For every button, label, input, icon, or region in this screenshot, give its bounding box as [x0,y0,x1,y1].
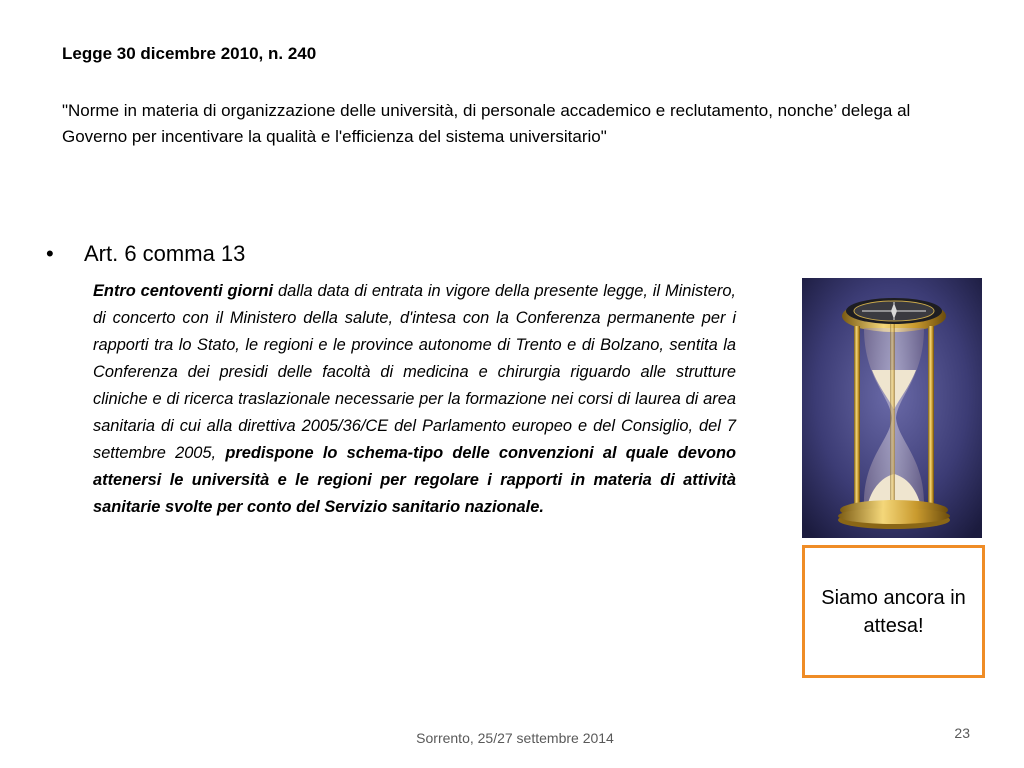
law-description: "Norme in materia di organizzazione delle università, di personale accademico e reclutamento, nonche’ delega al Governo per incentivare la qualità e l'efficienza del sistema universitario" [62,101,911,146]
note-text: Siamo ancora in attesa! [821,586,966,637]
footer-text: Sorrento, 25/27 settembre 2014 [416,730,614,746]
hourglass-icon [802,278,982,538]
article-text-middle: dalla data di entrata in vigore della presente legge, il Ministero, di concerto con il Ministero della salute, d'intesa con la Conferenza permanente per i rapporti tra lo Stato, le regioni e le province autonome di Trento e di Bolzano, sentita la Conferenza dei presidi delle facoltà di medicina e chirurgia riguardo alle strutture cliniche e di ricerca traslazionale necessarie per la formazione nei corsi di laurea di area sanitaria di cui alla direttiva 2005/36/CE del Parlamento europeo e del Consiglio, del 7 settembre 2005, [93,282,736,462]
note-box [802,545,985,678]
page-number: 23 [954,725,970,741]
law-title: Legge 30 dicembre 2010, n. 240 [62,44,317,63]
article-text-bold-start: Entro centoventi giorni [93,282,274,300]
article-heading: Art. 6 comma 13 [84,241,246,266]
article-heading-row [46,240,245,268]
bullet-icon: • [46,241,54,266]
article-text [93,278,736,521]
article-text-bold-end: predispone lo schema-tipo delle convenzioni al quale devono attenersi le università e le regioni per regolare i rapporti in materia di attività sanitarie svolte per conto del Servizio sanitario nazionale. [93,444,736,516]
hourglass-image [802,278,982,538]
